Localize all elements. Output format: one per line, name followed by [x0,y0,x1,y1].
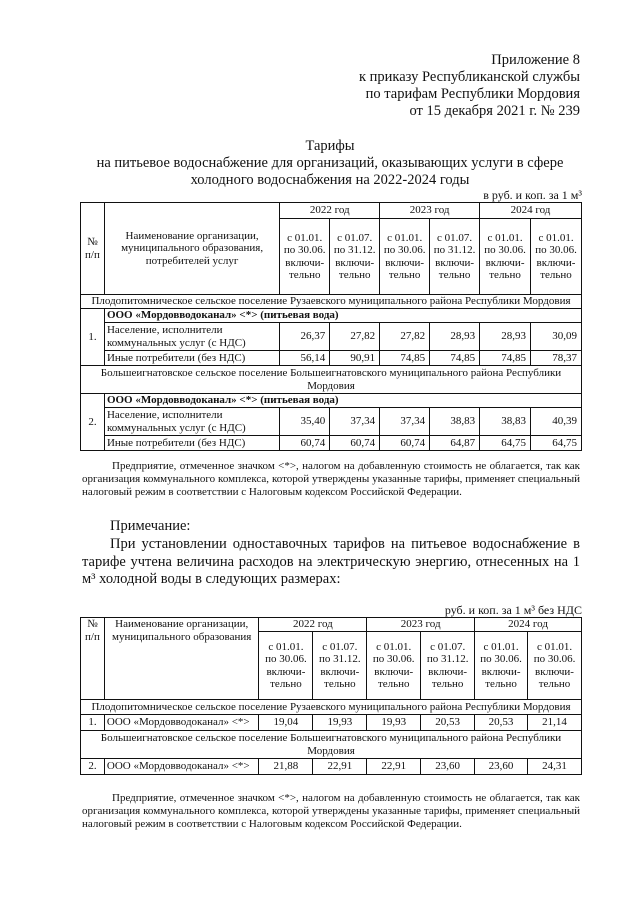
tariff-value: 74,85 [380,351,430,366]
remark-text: При установлении одноставочных тарифов на питьевое водоснабжение в тарифе учтена величина расходов на электрическую энергию, отнесенных на 1 м³ холодной воды в следующих размерах: [82,536,580,587]
header-period: с 01.01. по 30.06. включи-тельно [380,219,430,295]
header-year: 2022 год [259,618,367,632]
energy-value: 21,88 [259,759,313,775]
header-year: 2024 год [475,618,582,632]
tariff-value: 74,85 [480,351,531,366]
energy-value: 23,60 [421,759,475,775]
appendix-line: по тарифам Республики Мордовия [365,86,580,102]
consumer-label: Население, исполнители коммунальных услуг (с НДС) [104,323,279,351]
header-period: с 01.07. по 31.12. включи-тельно [330,219,380,295]
settlement-row: Большеигнатовское сельское поселение Большеигнатовского муниципального района Республики Мордовия [81,366,582,394]
header-period: с 01.01. по 30.06. включи-тельно [480,219,531,295]
header-period: с 01.07. по 31.12. включи-тельно [421,632,475,700]
remark-heading: Примечание: [110,518,191,534]
org-name: ООО «Мордовводоканал» <*> [104,715,259,731]
tariff-value: 60,74 [330,436,380,451]
title-line: Тарифы [305,138,355,154]
tariff-value: 64,75 [531,436,582,451]
header-year: 2024 год [480,203,582,219]
tariff-value: 90,91 [330,351,380,366]
header-name: Наименование организации, муниципального образования [104,618,259,700]
header-period: с 01.01. по 30.06. включи-тельно [475,632,528,700]
header-period: с 01.07. по 31.12. включи-тельно [313,632,367,700]
tariff-value: 26,37 [280,323,330,351]
tariff-value: 30,09 [531,323,582,351]
energy-value: 20,53 [421,715,475,731]
row-num: 1. [81,715,105,731]
title-line: холодного водоснабжения на 2022-2024 годы [190,172,470,188]
energy-value: 24,31 [528,759,582,775]
energy-value: 19,93 [313,715,367,731]
energy-value: 22,91 [313,759,367,775]
header-num: № п/п [81,618,105,700]
row-num: 2. [81,394,105,451]
tariff-value: 60,74 [280,436,330,451]
appendix-line: к приказу Республиканской службы [358,69,580,85]
appendix-line: Приложение 8 [491,52,580,68]
header-period: с 01.01. по 30.06. включи-тельно [367,632,421,700]
tariff-value: 28,93 [480,323,531,351]
tariff-value: 38,83 [430,408,480,436]
consumer-label: Иные потребители (без НДС) [104,351,279,366]
header-period: с 01.01. по 30.06. включи-тельно [531,219,582,295]
tariff-table [80,202,582,451]
row-num: 1. [81,309,105,366]
energy-value: 19,04 [259,715,313,731]
tariff-value: 38,83 [480,408,531,436]
tariff-value: 56,14 [280,351,330,366]
energy-value: 20,53 [475,715,528,731]
tariff-value: 60,74 [380,436,430,451]
settlement-row: Плодопитомническое сельское поселение Рузаевского муниципального района Республики Мордовия [81,295,582,309]
energy-cost-table [80,617,582,775]
header-period: с 01.01. по 30.06. включи-тельно [528,632,582,700]
org-name: ООО «Мордовводоканал» <*> [104,759,259,775]
header-period: с 01.07. по 31.12. включи-тельно [430,219,480,295]
tariff-value: 37,34 [330,408,380,436]
org-name: ООО «Мордовводоканал» <*> (питьевая вода) [104,394,581,408]
table2-units: руб. и коп. за 1 м³ без НДС [444,603,582,617]
header-year: 2023 год [380,203,480,219]
org-name: ООО «Мордовводоканал» <*> (питьевая вода) [104,309,581,323]
settlement-row: Большеигнатовское сельское поселение Большеигнатовского муниципального района Республики Мордовия [81,731,582,759]
appendix-line: от 15 декабря 2021 г. № 239 [409,103,580,119]
row-num: 2. [81,759,105,775]
header-name: Наименование организации, муниципального образования, потребителей услуг [104,203,279,295]
energy-value: 23,60 [475,759,528,775]
tariff-value: 37,34 [380,408,430,436]
tariff-value: 64,87 [430,436,480,451]
tariff-value: 35,40 [280,408,330,436]
settlement-row: Плодопитомническое сельское поселение Рузаевского муниципального района Республики Мордовия [81,700,582,715]
consumer-label: Иные потребители (без НДС) [104,436,279,451]
tariff-value: 40,39 [531,408,582,436]
tax-note: Предприятие, отмеченное значком <*>, налогом на добавленную стоимость не облагается, так как организация коммунального комплекса, которой утверждены указанные тарифы, применяет специальный налоговый режим в соответствии с Налоговым кодексом Российской Федерации. [82,460,580,498]
header-year: 2023 год [367,618,475,632]
tax-note: Предприятие, отмеченное значком <*>, налогом на добавленную стоимость не облагается, так как организация коммунального комплекса, которой утверждены указанные тарифы, применяет специальный налоговый режим в соответствии с Налоговым кодексом Российской Федерации. [82,792,580,830]
table1-units: в руб. и коп. за 1 м³ [483,188,582,202]
tariff-value: 27,82 [330,323,380,351]
document-title [60,138,600,189]
tariff-value: 78,37 [531,351,582,366]
tariff-value: 28,93 [430,323,480,351]
header-num: № п/п [81,203,105,295]
title-line: на питьевое водоснабжение для организаций, оказывающих услуги в сфере [96,155,564,171]
appendix-header [359,52,580,120]
energy-value: 22,91 [367,759,421,775]
consumer-label: Население, исполнители коммунальных услуг (с НДС) [104,408,279,436]
tariff-value: 27,82 [380,323,430,351]
energy-value: 19,93 [367,715,421,731]
header-period: с 01.01. по 30.06. включи-тельно [280,219,330,295]
tariff-value: 64,75 [480,436,531,451]
tariff-value: 74,85 [430,351,480,366]
energy-value: 21,14 [528,715,582,731]
header-year: 2022 год [280,203,380,219]
header-period: с 01.01. по 30.06. включи-тельно [259,632,313,700]
